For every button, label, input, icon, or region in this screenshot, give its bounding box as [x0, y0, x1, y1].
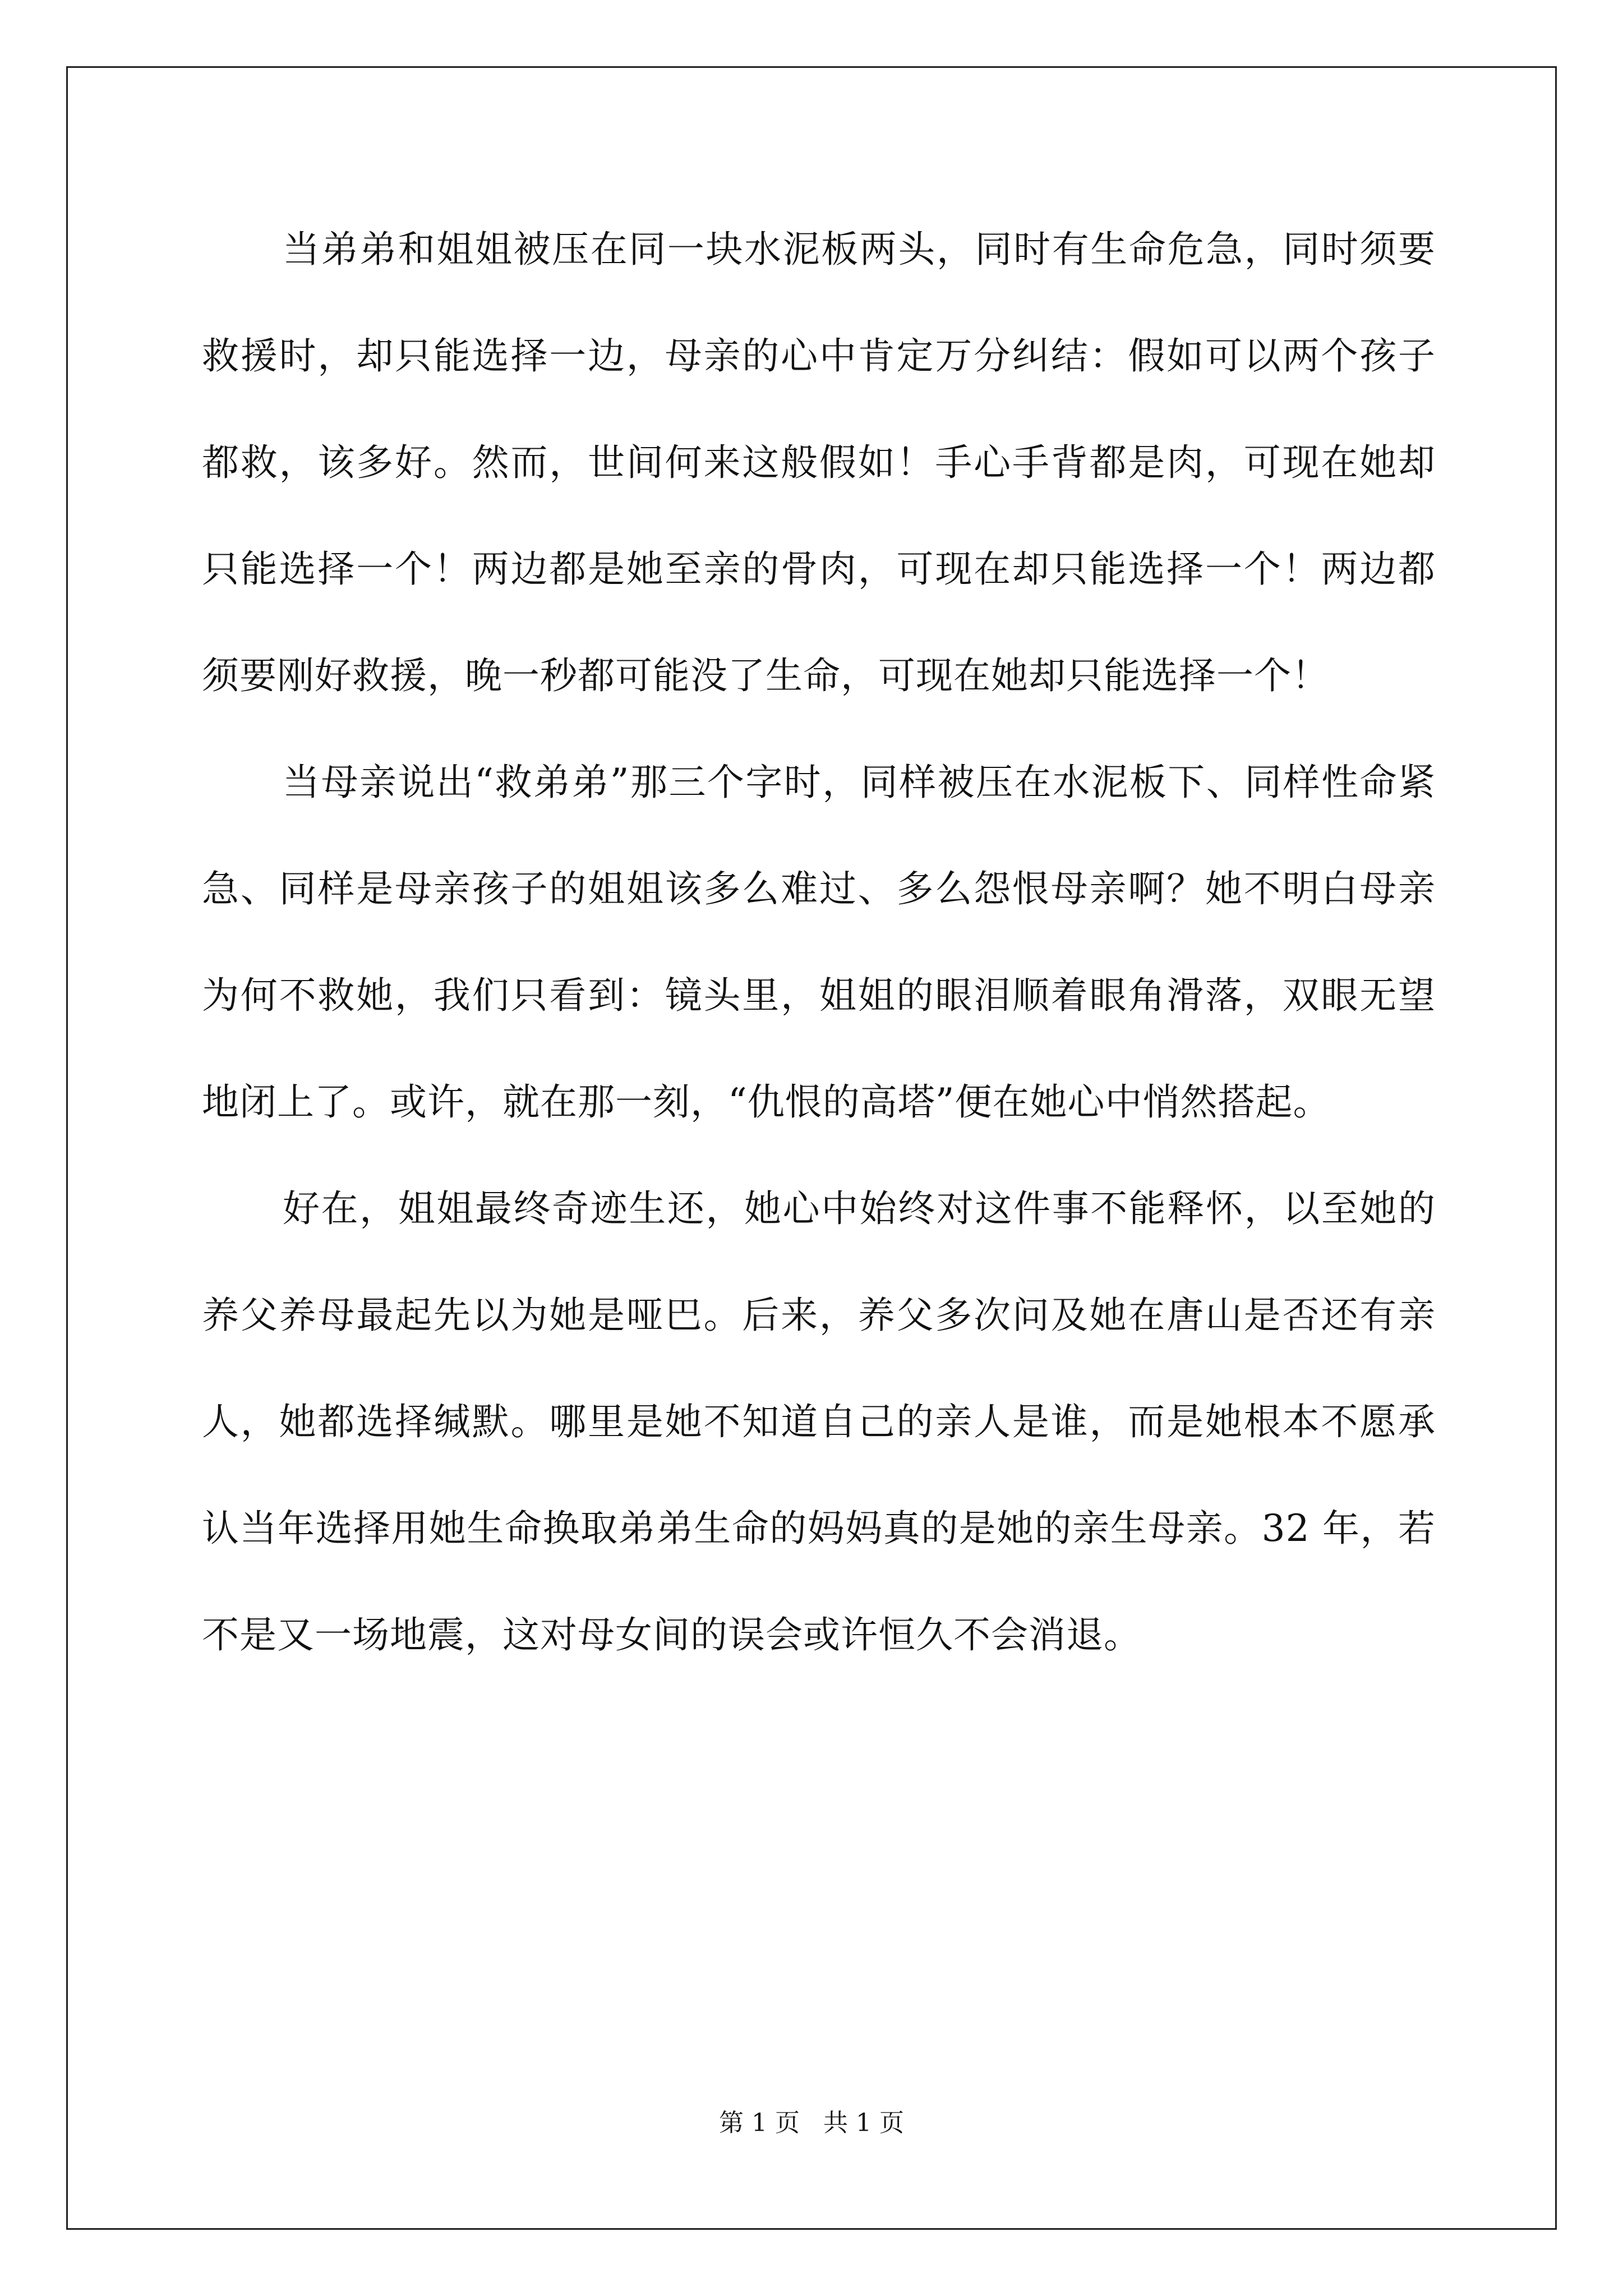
page-number: 第 1 页 — [719, 2109, 800, 2137]
page-footer — [0, 2102, 1623, 2138]
document-body — [202, 196, 1436, 1688]
paragraph-3: 好在，姐姐最终奇迹生还，她心中始终对这件事不能释怀，以至她的养父养母最起先以为她是哑巴。后来，养父多次问及她在唐山是否还有亲人，她都选择缄默。哪里是她不知道自己的亲人是谁，而是她根本不愿承认当年选择用她生命换取弟弟生命的妈妈真的是她的亲生母亲。32 年，若不是又一场地震，这对母女间的误会或许恒久不会消退。 — [202, 1187, 1436, 1657]
paragraph-1: 当弟弟和姐姐被压在同一块水泥板两头，同时有生命危急，同时须要救援时，却只能选择一边，母亲的心中肯定万分纠结：假如可以两个孩子都救，该多好。然而，世间何来这般假如！手心手背都是肉，可现在她却只能选择一个！两边都是她至亲的骨肉，可现在却只能选择一个！两边都须要刚好救援，晚一秒都可能没了生命，可现在她却只能选择一个！ — [202, 228, 1436, 697]
page-total: 共 1 页 — [823, 2109, 904, 2137]
paragraph-2: 当母亲说出“救弟弟”那三个字时，同样被压在水泥板下、同样性命紧急、同样是母亲孩子的姐姐该多么难过、多么怨恨母亲啊？她不明白母亲为何不救她，我们只看到：镜头里，姐姐的眼泪顺着眼角滑落，双眼无望地闭上了。或许，就在那一刻，“仇恨的高塔”便在她心中悄然搭起。 — [202, 761, 1436, 1124]
